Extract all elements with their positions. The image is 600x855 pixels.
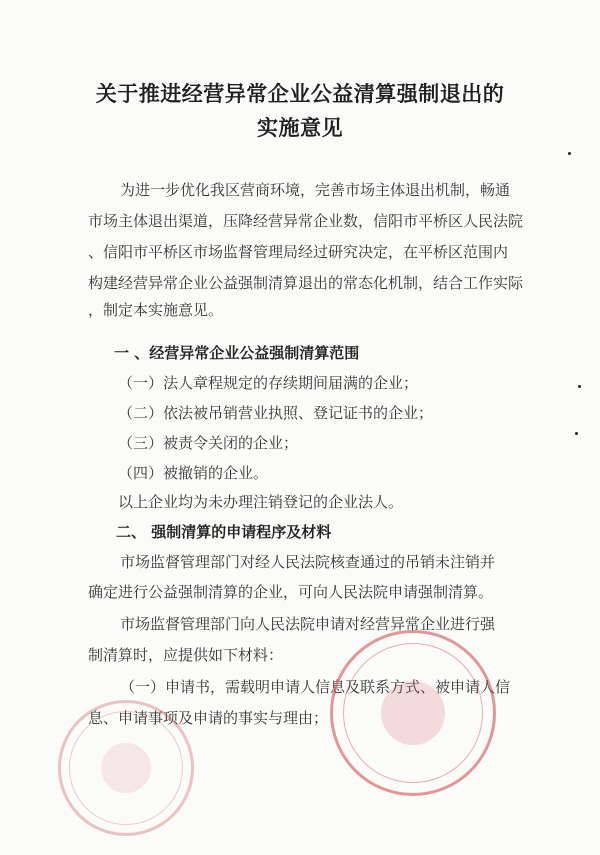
scan-speck xyxy=(568,152,571,155)
seal-emblem xyxy=(381,681,445,745)
section-1-item-4: （四）被撤销的企业。 xyxy=(118,464,269,482)
intro-line-4: 构建经营异常企业公益强制清算退出的常态化机制，结合工作实际 xyxy=(88,274,524,292)
document-title-line2: 实施意见 xyxy=(257,115,343,140)
section-2-para1-line1: 市场监督管理部门对经人民法院核查通过的吊销未注销并 xyxy=(120,553,496,571)
document-title-line1: 关于推进经营异常企业公益清算强制退出的 xyxy=(95,81,505,106)
section-2-item1-line2: 息、申请事项及申请的事实与理由； xyxy=(88,709,329,727)
section-1-heading: 一 、经营异常企业公益强制清算范围 xyxy=(114,344,360,362)
section-1-item-1: （一）法人章程规定的存续期间届满的企业； xyxy=(118,374,419,392)
section-1-item-3: （三）被责令关闭的企业； xyxy=(118,434,299,452)
section-2-item1-line1: （一）申请书，需载明申请人信息及联系方式、被申请人信 xyxy=(120,678,511,696)
official-seal-faint xyxy=(58,700,194,836)
section-1-item-2: （二）依法被吊销营业执照、登记证书的企业； xyxy=(118,404,434,422)
section-1-note: 以上企业均为未办理注销登记的企业法人。 xyxy=(118,493,404,511)
intro-line-3: 、信阳市平桥区市场监督管理局经过研究决定，在平桥区范围内 xyxy=(88,243,509,261)
seal-emblem xyxy=(101,743,151,793)
intro-line-1: 为进一步优化我区营商环境，完善市场主体退出机制，畅通 xyxy=(120,181,511,199)
scan-speck xyxy=(578,385,581,388)
intro-line-2: 市场主体退出渠道，压降经营异常企业数，信阳市平桥区人民法院 xyxy=(88,212,524,230)
intro-line-5: ，制定本实施意见。 xyxy=(88,301,224,319)
section-2-heading: 二、 强制清算的申请程序及材料 xyxy=(116,523,332,541)
scan-speck xyxy=(575,432,578,435)
section-2-para1-line2: 确定进行公益强制清算的企业，可向人民法院申请强制清算。 xyxy=(88,583,494,601)
section-2-para2-line2: 制清算时，应提供如下材料： xyxy=(88,646,284,664)
section-2-para2-line1: 市场监督管理部门向人民法院申请对经营异常企业进行强 xyxy=(120,615,496,633)
official-seal xyxy=(330,630,496,796)
